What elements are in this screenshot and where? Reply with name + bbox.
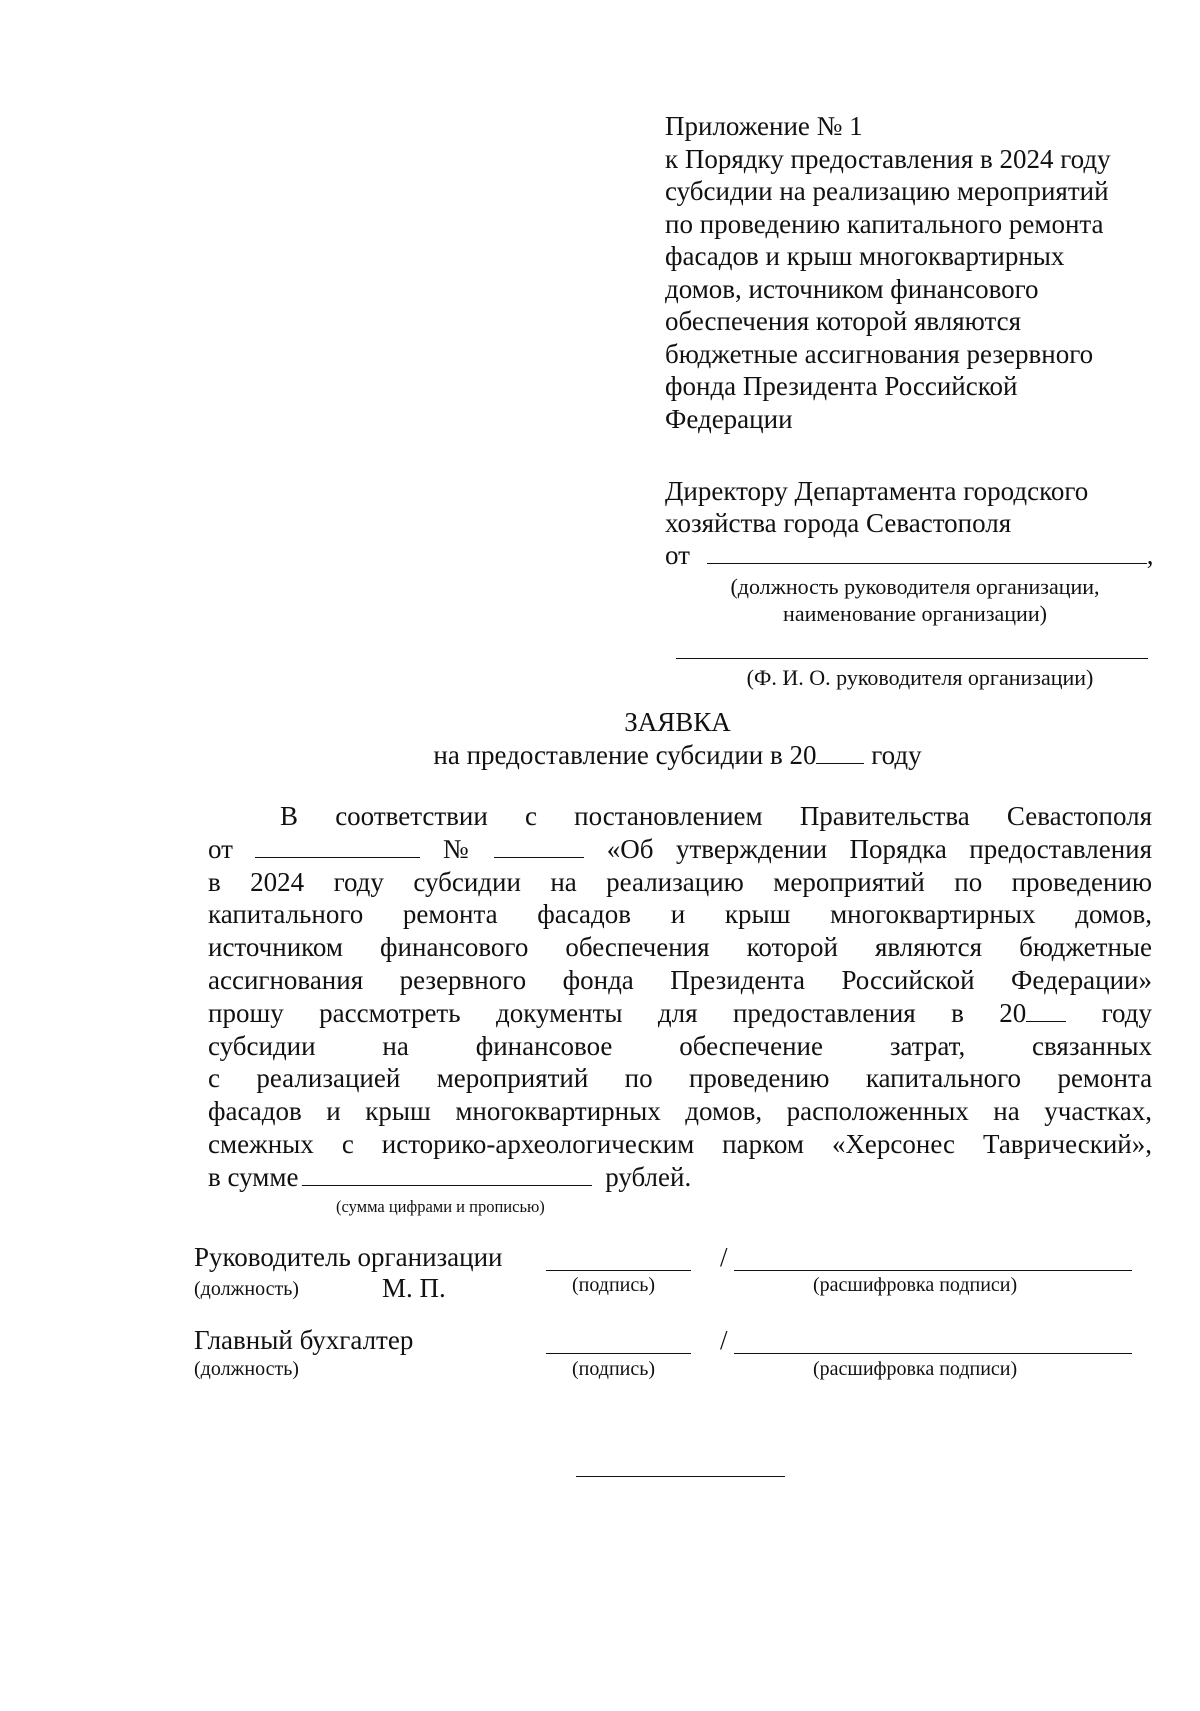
stamp-label: М. П. (382, 1273, 446, 1303)
body-line: от № «Об утверждении Порядка предоставления (208, 833, 1153, 864)
appendix-line: Приложение № 1 (665, 111, 863, 141)
appendix-line: домов, источником финансового (665, 273, 1039, 304)
decree-number-field[interactable] (494, 837, 584, 858)
caption-fio: (Ф. И. О. руководителя организации) (746, 665, 1094, 690)
head-decoding-caption: (расшифровка подписи) (813, 1274, 1018, 1296)
sum-caption: (сумма цифрами и прописью) (336, 1197, 545, 1216)
accountant-signature-caption: (подпись) (572, 1358, 656, 1380)
body-line: с реализацией мероприятий по проведению капитального ремонта (208, 1063, 1153, 1094)
subtitle-after: году (871, 740, 922, 770)
caption-org-line1: (должность руководителя организации, (730, 574, 1100, 599)
body-line: источником финансового обеспечения которой являются бюджетные (208, 932, 1153, 963)
accountant-signature-field[interactable] (546, 1353, 691, 1354)
from-label: от (665, 540, 690, 570)
appendix-line: обеспечения которой являются (665, 306, 1021, 336)
body-line: субсидии на финансовое обеспечение затрат, связанных (208, 1030, 1153, 1061)
accountant-title: Главный бухгалтер (194, 1325, 414, 1355)
decree-date-field[interactable] (255, 837, 420, 858)
appendix-line: по проведению капитального ремонта (665, 208, 1104, 239)
body-line: В соответствии с постановлением Правительства Севастополя (280, 801, 1153, 831)
sum-line (208, 1161, 1152, 1194)
head-signature-field[interactable] (546, 1270, 691, 1271)
closing-divider (576, 1476, 785, 1477)
accountant-decoding-field[interactable] (734, 1353, 1132, 1354)
accountant-position-caption: (должность) (194, 1358, 299, 1380)
from-line (665, 539, 1185, 571)
body-line: ассигнования резервного фонда Президента Российской Федерации» (208, 964, 1152, 995)
appendix-line: бюджетные ассигнования резервного (665, 338, 1094, 369)
body-paragraph (208, 800, 1152, 1194)
accountant-slash: / (720, 1325, 728, 1355)
addressee-line: хозяйства города Севастополя (665, 508, 1012, 538)
year-field[interactable] (816, 745, 864, 764)
body-line: смежных с историко-археологическим парком «Херсонес Таврический», (208, 1128, 1152, 1159)
from-comma: , (1146, 540, 1154, 570)
sum-unit: рублей. (605, 1161, 692, 1192)
caption-org-line2: наименование организации) (783, 601, 1047, 626)
document-subtitle (0, 740, 1200, 771)
appendix-header (665, 110, 1185, 435)
body-line: фасадов и крыш многоквартирных домов, расположенных на участках, (208, 1096, 1153, 1127)
body-line: прошу рассмотреть документы для предоставления в 20 году (208, 997, 1153, 1028)
from-org-field[interactable] (707, 543, 1147, 564)
document-title: ЗАЯВКА (624, 707, 731, 737)
appendix-line: Федерации (665, 403, 793, 434)
caption-org (700, 573, 1130, 627)
addressee-line: Директору Департамента городского (665, 476, 1089, 506)
appendix-line: субсидии на реализацию мероприятий (665, 176, 1109, 206)
head-title: Руководитель организации (194, 1242, 503, 1272)
addressee-block (665, 475, 1185, 571)
accountant-decoding-caption: (расшифровка подписи) (813, 1358, 1018, 1380)
head-decoding-field[interactable] (734, 1270, 1132, 1271)
head-slash: / (720, 1242, 728, 1272)
subtitle-before: на предоставление субсидии в 20 (433, 740, 817, 770)
sum-label: в сумме (208, 1161, 299, 1192)
fio-field[interactable] (676, 658, 1148, 659)
appendix-line: к Порядку предоставления в 2024 году (665, 143, 1111, 174)
year-field-body[interactable] (1026, 1003, 1066, 1022)
head-position-caption: (должность) (194, 1278, 299, 1300)
appendix-line: фонда Президента Российской (665, 371, 1018, 401)
body-line: капитального ремонта фасадов и крыш многоквартирных домов, (208, 899, 1153, 930)
body-line: в 2024 году субсидии на реализацию мероприятий по проведению (208, 866, 1153, 897)
sum-field[interactable] (302, 1165, 592, 1186)
appendix-line: фасадов и крыш многоквартирных (665, 241, 1065, 271)
head-signature-caption: (подпись) (572, 1274, 656, 1296)
